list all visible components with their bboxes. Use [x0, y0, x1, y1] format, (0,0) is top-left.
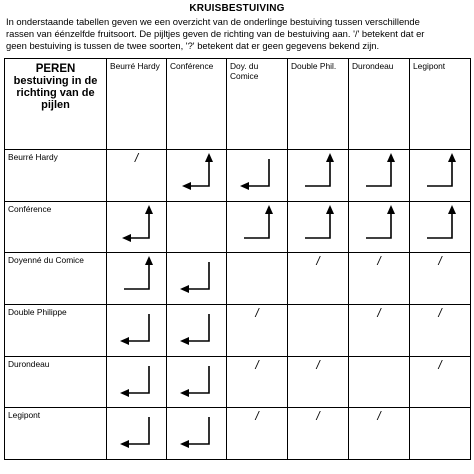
arrow-up-right-icon — [107, 253, 167, 299]
table-cell — [349, 408, 410, 460]
table-cell — [227, 150, 288, 202]
arrow-left-up-icon — [107, 408, 167, 454]
table-cell — [288, 356, 349, 408]
table-cell — [107, 150, 167, 202]
column-header: Legipont — [410, 59, 471, 150]
no-pollination-mark: / — [316, 254, 320, 269]
row-label: Beurré Hardy — [5, 150, 107, 202]
table-cell — [288, 150, 349, 202]
arrow-double-icon — [167, 150, 227, 196]
table-cell — [227, 201, 288, 253]
no-pollination-mark: / — [255, 409, 259, 424]
table-cell — [227, 305, 288, 357]
no-pollination-mark: / — [255, 306, 259, 321]
table-cell — [349, 356, 410, 408]
table-row — [5, 408, 471, 460]
no-pollination-mark: / — [255, 357, 259, 372]
table-cell — [227, 356, 288, 408]
no-pollination-mark: / — [377, 254, 381, 269]
arrow-up-right-icon — [410, 202, 470, 248]
column-header: Double Phil. — [288, 59, 349, 150]
arrow-left-up-icon — [167, 253, 227, 299]
table-cell — [107, 305, 167, 357]
table-cell — [107, 253, 167, 305]
table-row — [5, 253, 471, 305]
table-cell — [167, 356, 227, 408]
table-cell — [167, 150, 227, 202]
row-label: Conférence — [5, 201, 107, 253]
intro-text — [6, 16, 468, 52]
arrow-double-icon — [107, 202, 167, 248]
intro-line: In onderstaande tabellen geven we een overzicht van de onderlinge bestuiving tussen verschillende — [6, 16, 420, 27]
no-pollination-mark: / — [377, 306, 381, 321]
table-cell — [410, 305, 471, 357]
corner-title: PEREN — [35, 63, 76, 75]
column-header: Conférence — [167, 59, 227, 150]
arrow-up-right-icon — [288, 150, 348, 196]
no-pollination-mark: / — [438, 357, 442, 372]
table-cell — [349, 305, 410, 357]
row-label: Doyenné du Comice — [5, 253, 107, 305]
table-row — [5, 150, 471, 202]
no-pollination-mark: / — [134, 151, 139, 166]
row-label: Durondeau — [5, 356, 107, 408]
table-cell — [410, 356, 471, 408]
arrow-left-up-icon — [167, 408, 227, 454]
arrow-up-right-icon — [410, 150, 470, 196]
table-cell — [227, 408, 288, 460]
table-cell — [107, 201, 167, 253]
arrow-left-up-icon — [107, 305, 167, 351]
table-cell — [227, 253, 288, 305]
no-pollination-mark: / — [316, 409, 320, 424]
arrow-left-up-icon — [167, 357, 227, 403]
table-row — [5, 305, 471, 357]
table-cell — [167, 253, 227, 305]
no-pollination-mark: / — [438, 306, 442, 321]
arrow-left-up-icon — [227, 150, 287, 196]
page-title: KRUISBESTUIVING — [189, 3, 285, 14]
arrow-up-right-icon — [349, 150, 409, 196]
intro-line: rassen van éénzelfde fruitsoort. De pijltjes geven de richting van de bestuiving aan. '/' betekent dat er — [6, 28, 425, 39]
table-cell — [167, 408, 227, 460]
arrow-left-up-icon — [167, 305, 227, 351]
table-cell — [410, 408, 471, 460]
no-pollination-mark: / — [316, 357, 320, 372]
table-cell — [288, 201, 349, 253]
no-pollination-mark: / — [438, 254, 442, 269]
table-cell — [167, 305, 227, 357]
row-label: Double Philippe — [5, 305, 107, 357]
row-label: Legipont — [5, 408, 107, 460]
table-cell — [288, 253, 349, 305]
table-cell — [410, 150, 471, 202]
column-header: Durondeau — [349, 59, 410, 150]
column-header: Beurré Hardy — [107, 59, 167, 150]
table-row — [5, 356, 471, 408]
table-cell — [288, 305, 349, 357]
arrow-up-right-icon — [288, 202, 348, 248]
arrow-up-right-icon — [349, 202, 409, 248]
table-cell — [349, 253, 410, 305]
table-cell — [288, 408, 349, 460]
pollination-table — [4, 58, 471, 460]
table-cell — [349, 150, 410, 202]
table-cell — [107, 408, 167, 460]
corner-header — [5, 59, 107, 150]
intro-line: geen bestuiving is tussen de twee soorten, '?' betekent dat er geen gegevens bekend zijn. — [6, 40, 380, 51]
table-row — [5, 201, 471, 253]
column-header: Doy. du Comice — [227, 59, 288, 150]
table-cell — [349, 201, 410, 253]
arrow-up-right-icon — [227, 202, 287, 248]
arrow-left-up-icon — [107, 357, 167, 403]
table-cell — [410, 253, 471, 305]
table-cell — [167, 201, 227, 253]
table-cell — [410, 201, 471, 253]
no-pollination-mark: / — [377, 409, 381, 424]
corner-subtitle: bestuiving in de richting van de pijlen — [13, 75, 98, 111]
table-cell — [107, 356, 167, 408]
